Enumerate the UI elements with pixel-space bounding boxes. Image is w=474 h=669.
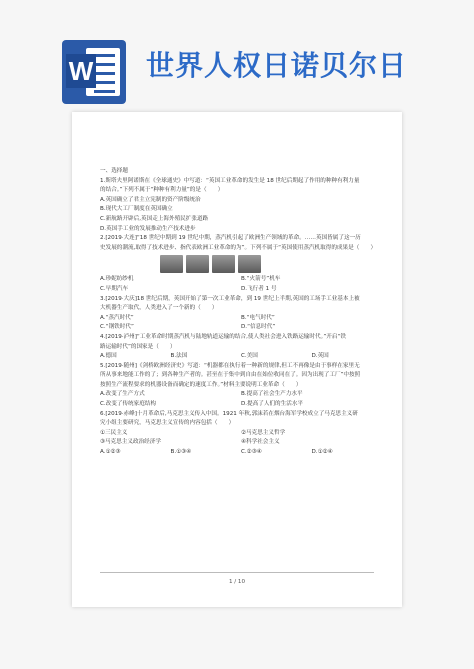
answer-option: A.德国 xyxy=(100,353,117,360)
document-line: 5.[2019·随州]《剑桥欧洲经济史》写道：“机器都在执行着一种新的规律,但工不再像是由于事样在家里无 xyxy=(100,362,360,369)
answer-option: A.改变了生产方式 xyxy=(100,391,145,398)
document-line: 2.[2019·大连]“18 世纪中期到 19 世纪中期，蒸汽机引起了欧洲生产领域的革命。……英国皆属了这一历 xyxy=(100,235,361,242)
answer-options-row xyxy=(100,438,382,448)
document-line: 史发展的潮流,取得了技术进步、指代表欧洲工业革命的为”。下列不属于“英国使用蒸汽机取得的成果是（ ） xyxy=(100,244,377,251)
answer-option: B.法国 xyxy=(170,353,188,360)
document-line: C.新航路开辟后,英国走上海外殖民扩张道路 xyxy=(100,215,209,222)
answer-option: C.美国 xyxy=(241,353,258,360)
answer-option: D.“信息时代” xyxy=(241,324,276,331)
document-line: 3.[2019·大庆]18 世纪后期，英国开始了第一次工业革命，到 19 世纪上半期,英国的工场手工业基本上被 xyxy=(100,295,360,302)
document-line: B.现代大工厂制度在英国确立 xyxy=(100,206,173,213)
answer-option: D.飞行者 1 号 xyxy=(241,285,277,292)
question-image xyxy=(160,255,183,273)
document-line: 6.[2019·赤峰]十月革命后,马克思主义传入中国。1921 年秋,郭沫若在烟台海军学校成立了马克思主义研 xyxy=(100,410,358,417)
document-line: 所从事来地能工作的了；到各种生产者的。甚至在于集中到自由在始位收同在了。因为出现了工厂”中按照 xyxy=(100,372,361,379)
answer-options-row xyxy=(100,429,382,439)
answer-option: B.提高了社会生产力水平 xyxy=(241,391,303,398)
answer-option: ④科学社会主义 xyxy=(241,439,280,446)
answer-option: ②马克思主义哲学 xyxy=(241,429,286,436)
document-line: 1.斯塔夫里阿诺斯在《全球通史》中写道：“英国工业革命的发生是 18 世纪后期起了作用的种种有利力量 xyxy=(100,177,360,184)
answer-options-row xyxy=(100,400,382,410)
answer-option: C.“钢铁时代” xyxy=(100,324,134,331)
document-page xyxy=(72,112,402,607)
question-image xyxy=(212,255,235,273)
answer-option: D.英国 xyxy=(311,353,329,360)
question-images xyxy=(160,255,382,273)
document-line: 大机器生产取代，人类进入了一个新的（ ） xyxy=(100,305,218,312)
answer-option: C.改变了传统家庭结构 xyxy=(100,401,157,408)
answer-option: B.“电气时代” xyxy=(241,314,275,321)
page-title: 世界人权日诺贝尔日 xyxy=(146,49,408,82)
answer-option: A.珍妮纺纱机 xyxy=(100,276,134,283)
document-line: 路运输时代”的国家是（ ） xyxy=(100,343,176,350)
document-line: 一、选择题 xyxy=(100,168,128,174)
answer-option: B.①③④ xyxy=(170,449,192,456)
question-image xyxy=(186,255,209,273)
document-line: 究小组主要研究，马克思主义宣传的内容包括（ ） xyxy=(100,420,235,427)
answer-options-row xyxy=(100,285,382,295)
word-logo-letter: W xyxy=(66,54,96,88)
answer-option: B.“火箭号”机车 xyxy=(241,276,281,283)
answer-option: C.早期汽车 xyxy=(100,285,129,292)
answer-option: A.“蒸汽时代” xyxy=(100,314,134,321)
answer-option: ③马克思主义政治经济学 xyxy=(100,439,161,446)
header-banner xyxy=(0,0,474,110)
footer-divider xyxy=(100,572,374,573)
answer-options-row xyxy=(100,448,382,458)
document-line: 4.[2019·泸州]“工业革命时期蒸汽机与陆地轨道运输的结合,使人类社会进入铁路运输时代。”开启“铁 xyxy=(100,333,346,340)
answer-options-row xyxy=(100,390,382,400)
document-line: 按照生产流程要求的机器设备而确定的速度工作。”材料主要说明工业革命（ ） xyxy=(100,381,302,388)
answer-options-row xyxy=(100,275,382,285)
answer-option: D.①②④ xyxy=(311,449,333,456)
answer-option: ①三民主义 xyxy=(100,429,128,436)
answer-options-row xyxy=(100,352,382,362)
document-line: A.英国确立了君主立宪制的资产阶级统治 xyxy=(100,196,201,203)
answer-option: C.②③④ xyxy=(241,449,262,456)
document-line: D.英国手工业的发展推动生产技术进步 xyxy=(100,225,196,232)
answer-options-row xyxy=(100,314,382,324)
document-line: 的结合。”下列不属于“种种有利力量”的是（ ） xyxy=(100,187,224,194)
question-image xyxy=(238,255,261,273)
document-content xyxy=(100,167,382,458)
answer-option: A.①②③ xyxy=(100,449,121,456)
page-number: 1 / 10 xyxy=(228,579,246,585)
word-icon xyxy=(62,40,126,104)
answer-options-row xyxy=(100,323,382,333)
answer-option: D.提高了人们的生活水平 xyxy=(241,401,304,408)
